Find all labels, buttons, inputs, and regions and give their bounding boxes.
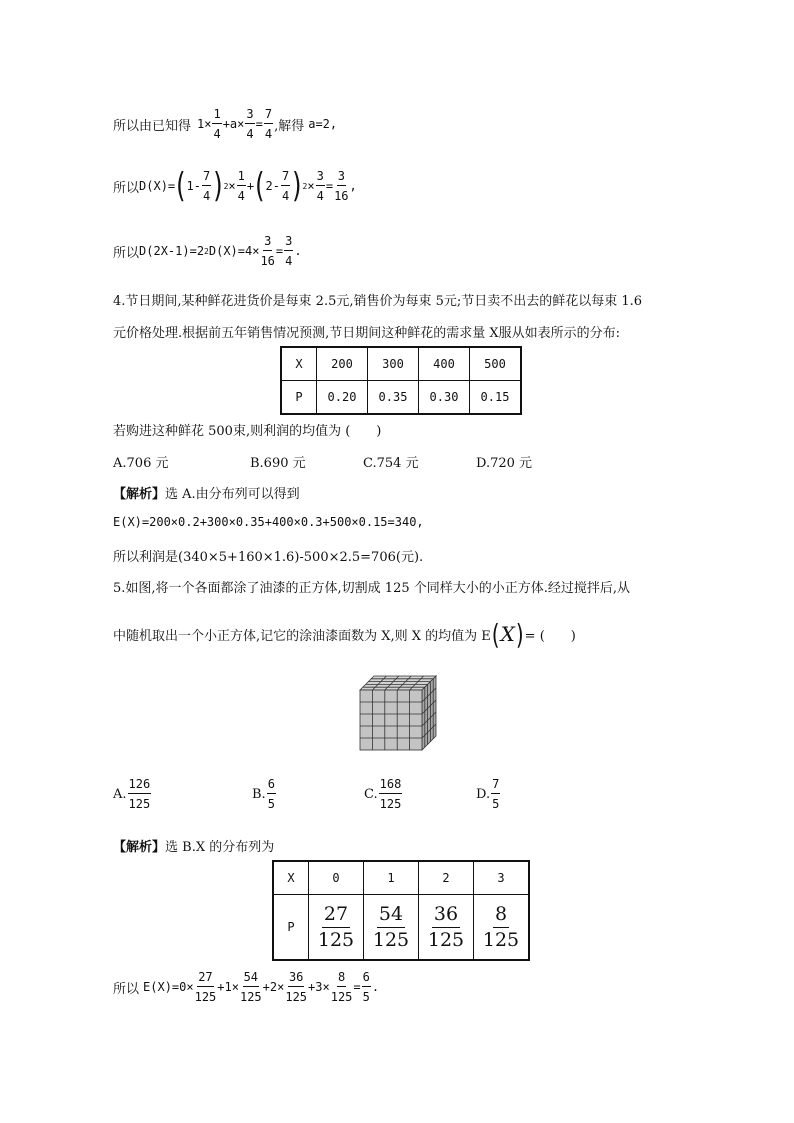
text: =	[255, 117, 263, 131]
table-row	[281, 381, 521, 415]
text: 2-	[265, 179, 280, 193]
text: D(X)=	[139, 179, 176, 193]
fraction: $\frac{8}{125}$	[482, 902, 520, 951]
text: X	[500, 622, 515, 646]
q4-option-b: B.690 元	[250, 456, 306, 471]
fraction: $\frac{1}{4}$	[237, 169, 245, 203]
q4-calc-1: E(X)=200×0.2+300×0.35+400×0.3+500×0.15=340,	[113, 515, 424, 529]
text: = ( )	[524, 628, 576, 644]
solution-label: 【解析】	[113, 840, 166, 855]
option-label: A.	[113, 786, 127, 802]
fraction: $\frac{3}{4}$	[285, 234, 293, 268]
exponent: 2	[223, 181, 229, 191]
text: D(X)=4×	[208, 244, 260, 258]
table-cell: 500	[470, 347, 522, 381]
text: =	[325, 179, 334, 193]
text: 所以由已知得	[113, 118, 192, 134]
table-row	[281, 347, 521, 381]
text: ×	[307, 179, 315, 193]
text: 所以	[113, 245, 140, 261]
fraction: $\frac{54}{125}$	[239, 970, 262, 1004]
equation-line-3	[113, 235, 302, 267]
text: +3×	[308, 980, 330, 994]
fraction: $\frac{27}{125}$	[194, 970, 217, 1004]
q5-text-line-1: 5.如图,将一个各面都涂了油漆的正方体,切割成 125 个同样大小的小正方体.经过搅拌后,从	[113, 581, 631, 596]
q5-final-equation	[113, 971, 379, 1003]
fraction: $\frac{54}{125}$	[372, 902, 410, 951]
text: =	[353, 980, 361, 994]
option-label: C.	[364, 786, 378, 802]
equation-line-2	[113, 166, 357, 206]
fraction: $\frac{8}{125}$	[330, 970, 353, 1004]
q4-option-d: D.720 元	[476, 456, 533, 471]
cube-figure	[354, 672, 444, 758]
table-cell	[309, 895, 364, 961]
table-cell: X	[281, 347, 317, 381]
equation-line-1	[113, 108, 337, 140]
table-cell	[474, 895, 530, 961]
table-cell: P	[273, 895, 309, 961]
text: ,	[349, 179, 357, 193]
q4-calc-2: 所以利润是(340×5+160×1.6)-500×2.5=706(元).	[113, 550, 424, 565]
option-label: D.	[476, 786, 491, 802]
fraction: $\frac{36}{125}$	[285, 970, 308, 1004]
table-cell: X	[273, 861, 309, 895]
text: 所以	[113, 981, 140, 997]
fraction: $\frac{126}{125}$	[128, 777, 151, 811]
fraction: $\frac{3}{16}$	[334, 169, 349, 203]
table-cell	[419, 895, 474, 961]
text: 中随机取出一个小正方体,记它的涂油漆面数为 X,则 X 的均值为 E	[113, 628, 491, 644]
table-cell: 2	[419, 861, 474, 895]
fraction: $\frac{3}{4}$	[316, 169, 324, 203]
option-label: B.	[252, 786, 266, 802]
text: +1×	[217, 980, 239, 994]
text: .	[294, 244, 302, 258]
q4-text-line-1: 4.节日期间,某种鲜花进货价是每束 2.5元,销售价为每束 5元;节日卖不出去的鲜花以每束 1.6	[113, 294, 643, 309]
text: 1-	[186, 179, 201, 193]
q4-option-a: A.706 元	[113, 456, 169, 471]
paren: (	[176, 166, 186, 206]
q5-option-c	[364, 778, 403, 810]
q5-solution	[113, 836, 274, 855]
q4-question: 若购进这种鲜花 500束,则利润的均值为 ( )	[113, 424, 382, 439]
paren: (	[491, 617, 500, 651]
fraction: $\frac{1}{4}$	[213, 107, 221, 141]
fraction: $\frac{6}{5}$	[267, 777, 275, 811]
table-cell: 0.35	[368, 381, 419, 415]
fraction: $\frac{7}{4}$	[202, 169, 211, 203]
q5-option-b	[252, 778, 277, 810]
q4-solution	[113, 483, 300, 502]
q4-distribution-table	[280, 346, 522, 415]
text: +	[246, 179, 255, 193]
text: D(2X-1)=2	[139, 244, 205, 258]
fraction: $\frac{7}{5}$	[492, 777, 500, 811]
table-cell: 0.15	[470, 381, 522, 415]
text: 所以	[113, 180, 140, 196]
text: =	[275, 244, 284, 258]
text: +a×	[222, 117, 245, 131]
text: ,解得	[274, 118, 305, 134]
paren: )	[515, 617, 524, 651]
paren: )	[292, 166, 302, 206]
text: +2×	[262, 980, 285, 994]
table-row	[273, 895, 529, 961]
table-cell: 400	[419, 347, 470, 381]
q4-option-c: C.754 元	[363, 456, 419, 471]
solution-label: 【解析】	[113, 487, 166, 502]
table-cell: P	[281, 381, 317, 415]
table-row	[273, 861, 529, 895]
text: a=2,	[308, 117, 338, 131]
fraction: $\frac{6}{5}$	[362, 970, 370, 1004]
table-cell	[364, 895, 419, 961]
solution-text: 选 B.X 的分布列为	[165, 840, 275, 855]
q5-option-a	[113, 778, 152, 810]
exponent: 2	[204, 246, 209, 256]
fraction: $\frac{168}{125}$	[379, 777, 402, 811]
fraction: $\frac{7}{4}$	[281, 169, 290, 203]
table-cell: 0	[309, 861, 364, 895]
fraction: $\frac{27}{125}$	[317, 902, 355, 951]
table-cell: 3	[474, 861, 530, 895]
q4-text-line-2: 元价格处理.根据前五年销售情况预测,节日期间这种鲜花的需求量 X服从如表所示的分布:	[113, 326, 621, 341]
q5-distribution-table	[272, 860, 530, 961]
fraction: $\frac{7}{4}$	[264, 107, 273, 141]
q5-text-line-2	[113, 617, 576, 651]
table-cell: 300	[368, 347, 419, 381]
table-cell: 1	[364, 861, 419, 895]
table-cell: 0.20	[317, 381, 368, 415]
fraction: $\frac{3}{4}$	[246, 107, 254, 141]
fraction: $\frac{36}{125}$	[427, 902, 465, 951]
text: ×	[228, 179, 236, 193]
solution-text: 选 A.由分布列可以得到	[165, 487, 300, 502]
paren: (	[255, 166, 265, 206]
text: 1×	[197, 117, 212, 131]
paren: )	[213, 166, 223, 206]
text: E(X)=0×	[143, 980, 194, 994]
text: .	[371, 980, 380, 994]
fraction: $\frac{3}{16}$	[260, 234, 275, 268]
table-cell: 200	[317, 347, 368, 381]
q5-option-d	[476, 778, 501, 810]
exponent: 2	[302, 181, 308, 191]
table-cell: 0.30	[419, 381, 470, 415]
